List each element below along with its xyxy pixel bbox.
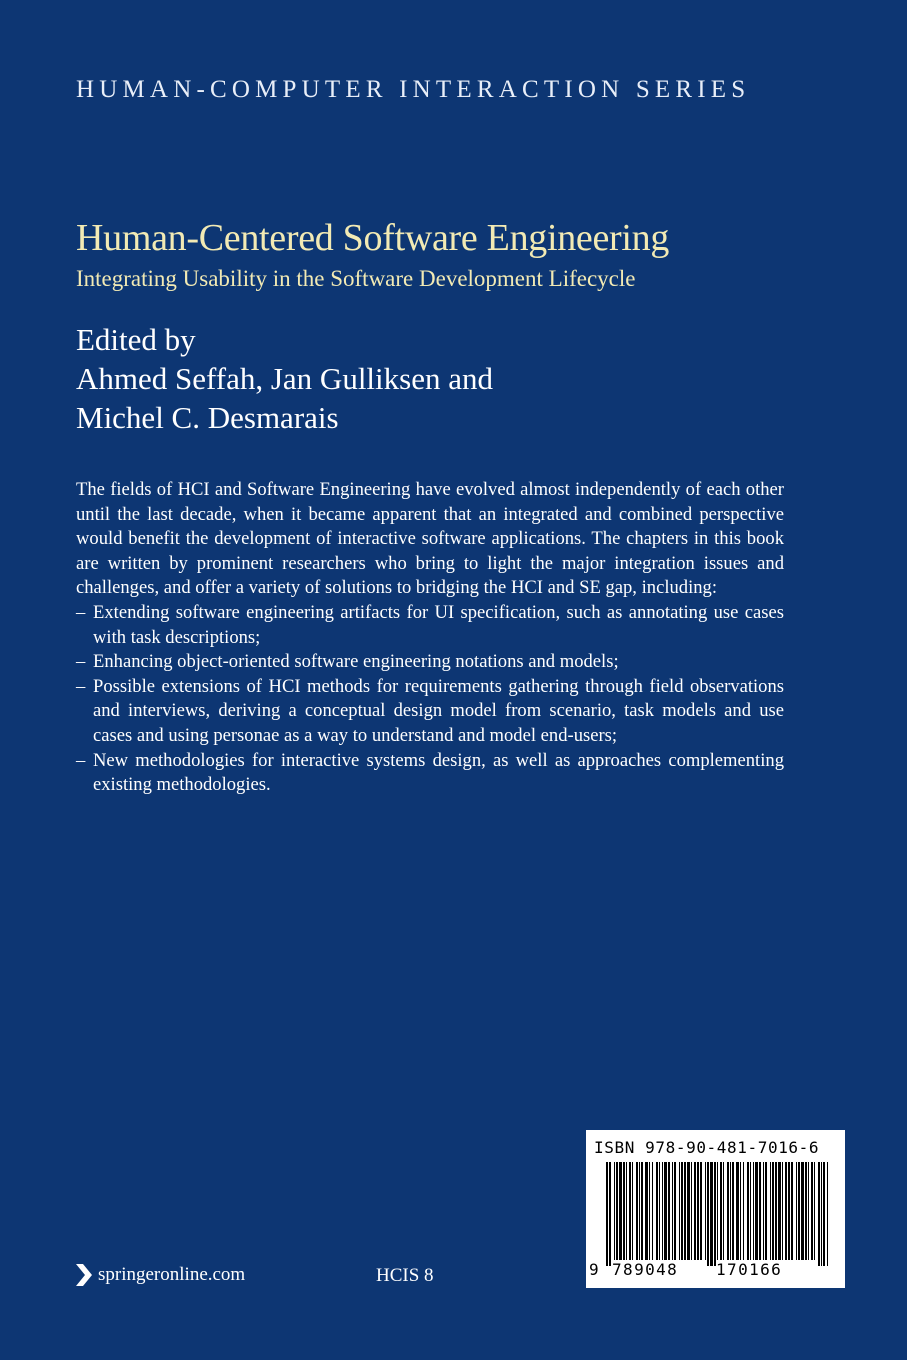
isbn-label: ISBN 978-90-481-7016-6 xyxy=(594,1138,820,1157)
list-item xyxy=(76,601,784,650)
barcode-bar xyxy=(659,1162,660,1266)
series-name: HUMAN-COMPUTER INTERACTION SERIES xyxy=(76,76,751,103)
barcode-bar xyxy=(743,1162,744,1266)
barcode-bar xyxy=(727,1162,729,1266)
barcode-bar xyxy=(736,1162,739,1266)
barcode-bar xyxy=(636,1162,638,1266)
barcode-bar xyxy=(720,1162,722,1266)
barcode-bar xyxy=(639,1162,640,1266)
barcode-bar xyxy=(827,1162,828,1266)
barcode-bar xyxy=(763,1162,764,1266)
barcode-right-digits: 170166 xyxy=(716,1260,816,1279)
barcode-bar xyxy=(649,1162,650,1266)
barcode-bar xyxy=(697,1162,699,1266)
barcode-bar xyxy=(614,1162,615,1266)
editors-block xyxy=(76,320,493,437)
barcode-bar xyxy=(664,1162,667,1266)
list-item xyxy=(76,650,784,675)
barcode-bar xyxy=(687,1162,690,1266)
barcode-bar xyxy=(791,1162,793,1266)
barcode-bar xyxy=(732,1162,734,1266)
barcode-bar xyxy=(626,1162,627,1266)
topic-list xyxy=(76,601,784,798)
barcode-bars xyxy=(606,1162,828,1266)
barcode-bar xyxy=(821,1162,822,1266)
barcode-bar xyxy=(717,1162,718,1266)
barcode-bar xyxy=(814,1162,815,1266)
barcode-first-digit: 9 xyxy=(589,1260,599,1279)
barcode-bar xyxy=(750,1162,751,1266)
barcode-bar xyxy=(674,1162,676,1266)
barcode-bar xyxy=(700,1162,702,1266)
list-item xyxy=(76,675,784,749)
editor-names-line-2: Michel C. Desmarais xyxy=(76,400,339,435)
list-item-text: Enhancing object-oriented software engineering notations and models; xyxy=(93,651,619,673)
website-text: springeronline.com xyxy=(98,1264,246,1285)
barcode-bar xyxy=(772,1162,774,1266)
list-item-text: New methodologies for interactive systems design, as well as approaches complementing existing methodologies. xyxy=(93,749,784,796)
barcode-bar xyxy=(823,1162,825,1266)
barcode-bar xyxy=(747,1162,749,1266)
barcode-bar xyxy=(609,1162,611,1266)
barcode-bar xyxy=(662,1162,663,1266)
barcode-left-digits: 789048 xyxy=(612,1260,707,1279)
barcode-bar xyxy=(765,1162,767,1266)
barcode-bar xyxy=(652,1162,653,1266)
barcode-bar xyxy=(668,1162,670,1266)
barcode-bar xyxy=(691,1162,692,1266)
dash-marker: – xyxy=(76,749,86,771)
barcode-bar xyxy=(714,1162,716,1266)
barcode-bar xyxy=(684,1162,686,1266)
barcode-bar xyxy=(785,1162,787,1266)
barcode-bar xyxy=(808,1162,809,1266)
barcode-bar xyxy=(796,1162,797,1266)
barcode-bar xyxy=(619,1162,622,1266)
book-description xyxy=(76,478,784,798)
barcode-bar xyxy=(679,1162,680,1266)
barcode-bar xyxy=(782,1162,783,1266)
barcode-bar xyxy=(740,1162,741,1266)
publisher-website xyxy=(76,1264,245,1286)
book-title: Human-Centered Software Engineering xyxy=(76,217,670,259)
barcode-bar xyxy=(641,1162,643,1266)
chevron-right-icon xyxy=(76,1264,92,1286)
barcode-bar xyxy=(707,1162,709,1266)
dash-marker: – xyxy=(76,675,86,697)
barcode-bar xyxy=(818,1162,820,1266)
barcode-bar xyxy=(710,1162,713,1266)
series-code: HCIS 8 xyxy=(376,1265,434,1286)
list-item xyxy=(76,749,784,798)
barcode-bar xyxy=(759,1162,761,1266)
barcode-bar xyxy=(788,1162,790,1266)
book-subtitle: Integrating Usability in the Software Development Lifecycle xyxy=(76,266,636,291)
barcode-bar xyxy=(723,1162,724,1266)
edited-by-label: Edited by xyxy=(76,322,196,357)
description-paragraph: The fields of HCI and Software Engineering have evolved almost independently of each other until the last decade, when it became apparent that an integrated and combined perspective would benefit the development of interactive software applications. The chapters in this book are written by prominent researchers who bring to light the major integration issues and challenges, and offer a variety of solutions to bridging the HCI and SE gap, including: xyxy=(76,479,784,599)
editor-names-line-1: Ahmed Seffah, Jan Gulliksen and xyxy=(76,361,493,396)
barcode-bar xyxy=(801,1162,804,1266)
barcode-bar xyxy=(656,1162,658,1266)
list-item-text: Extending software engineering artifacts for UI specification, such as annotating use cases with task descriptions; xyxy=(93,601,784,648)
barcode-bar xyxy=(672,1162,673,1266)
isbn-barcode xyxy=(586,1130,845,1288)
barcode-bar xyxy=(705,1162,706,1266)
dash-marker: – xyxy=(76,651,86,673)
barcode-bar xyxy=(811,1162,813,1266)
barcode-bar xyxy=(778,1162,781,1266)
barcode-bar xyxy=(753,1162,754,1266)
barcode-bar xyxy=(798,1162,800,1266)
barcode-bar xyxy=(623,1162,625,1266)
barcode-bar xyxy=(775,1162,777,1266)
barcode-bar xyxy=(616,1162,618,1266)
barcode-bar xyxy=(632,1162,633,1266)
barcode-bar xyxy=(606,1162,608,1266)
barcode-bar xyxy=(694,1162,696,1266)
barcode-bar xyxy=(730,1162,731,1266)
barcode-bar xyxy=(645,1162,648,1266)
barcode-bar xyxy=(681,1162,683,1266)
list-item-text: Possible extensions of HCI methods for requirements gathering through field observations and interviews, deriving a conceptual design model from scenario, task models and use cases and using personae as a way to understand and model end-users; xyxy=(93,675,784,746)
barcode-bar xyxy=(770,1162,771,1266)
barcode-bar xyxy=(805,1162,807,1266)
barcode-bar xyxy=(629,1162,631,1266)
barcode-bar xyxy=(755,1162,758,1266)
dash-marker: – xyxy=(76,601,86,623)
